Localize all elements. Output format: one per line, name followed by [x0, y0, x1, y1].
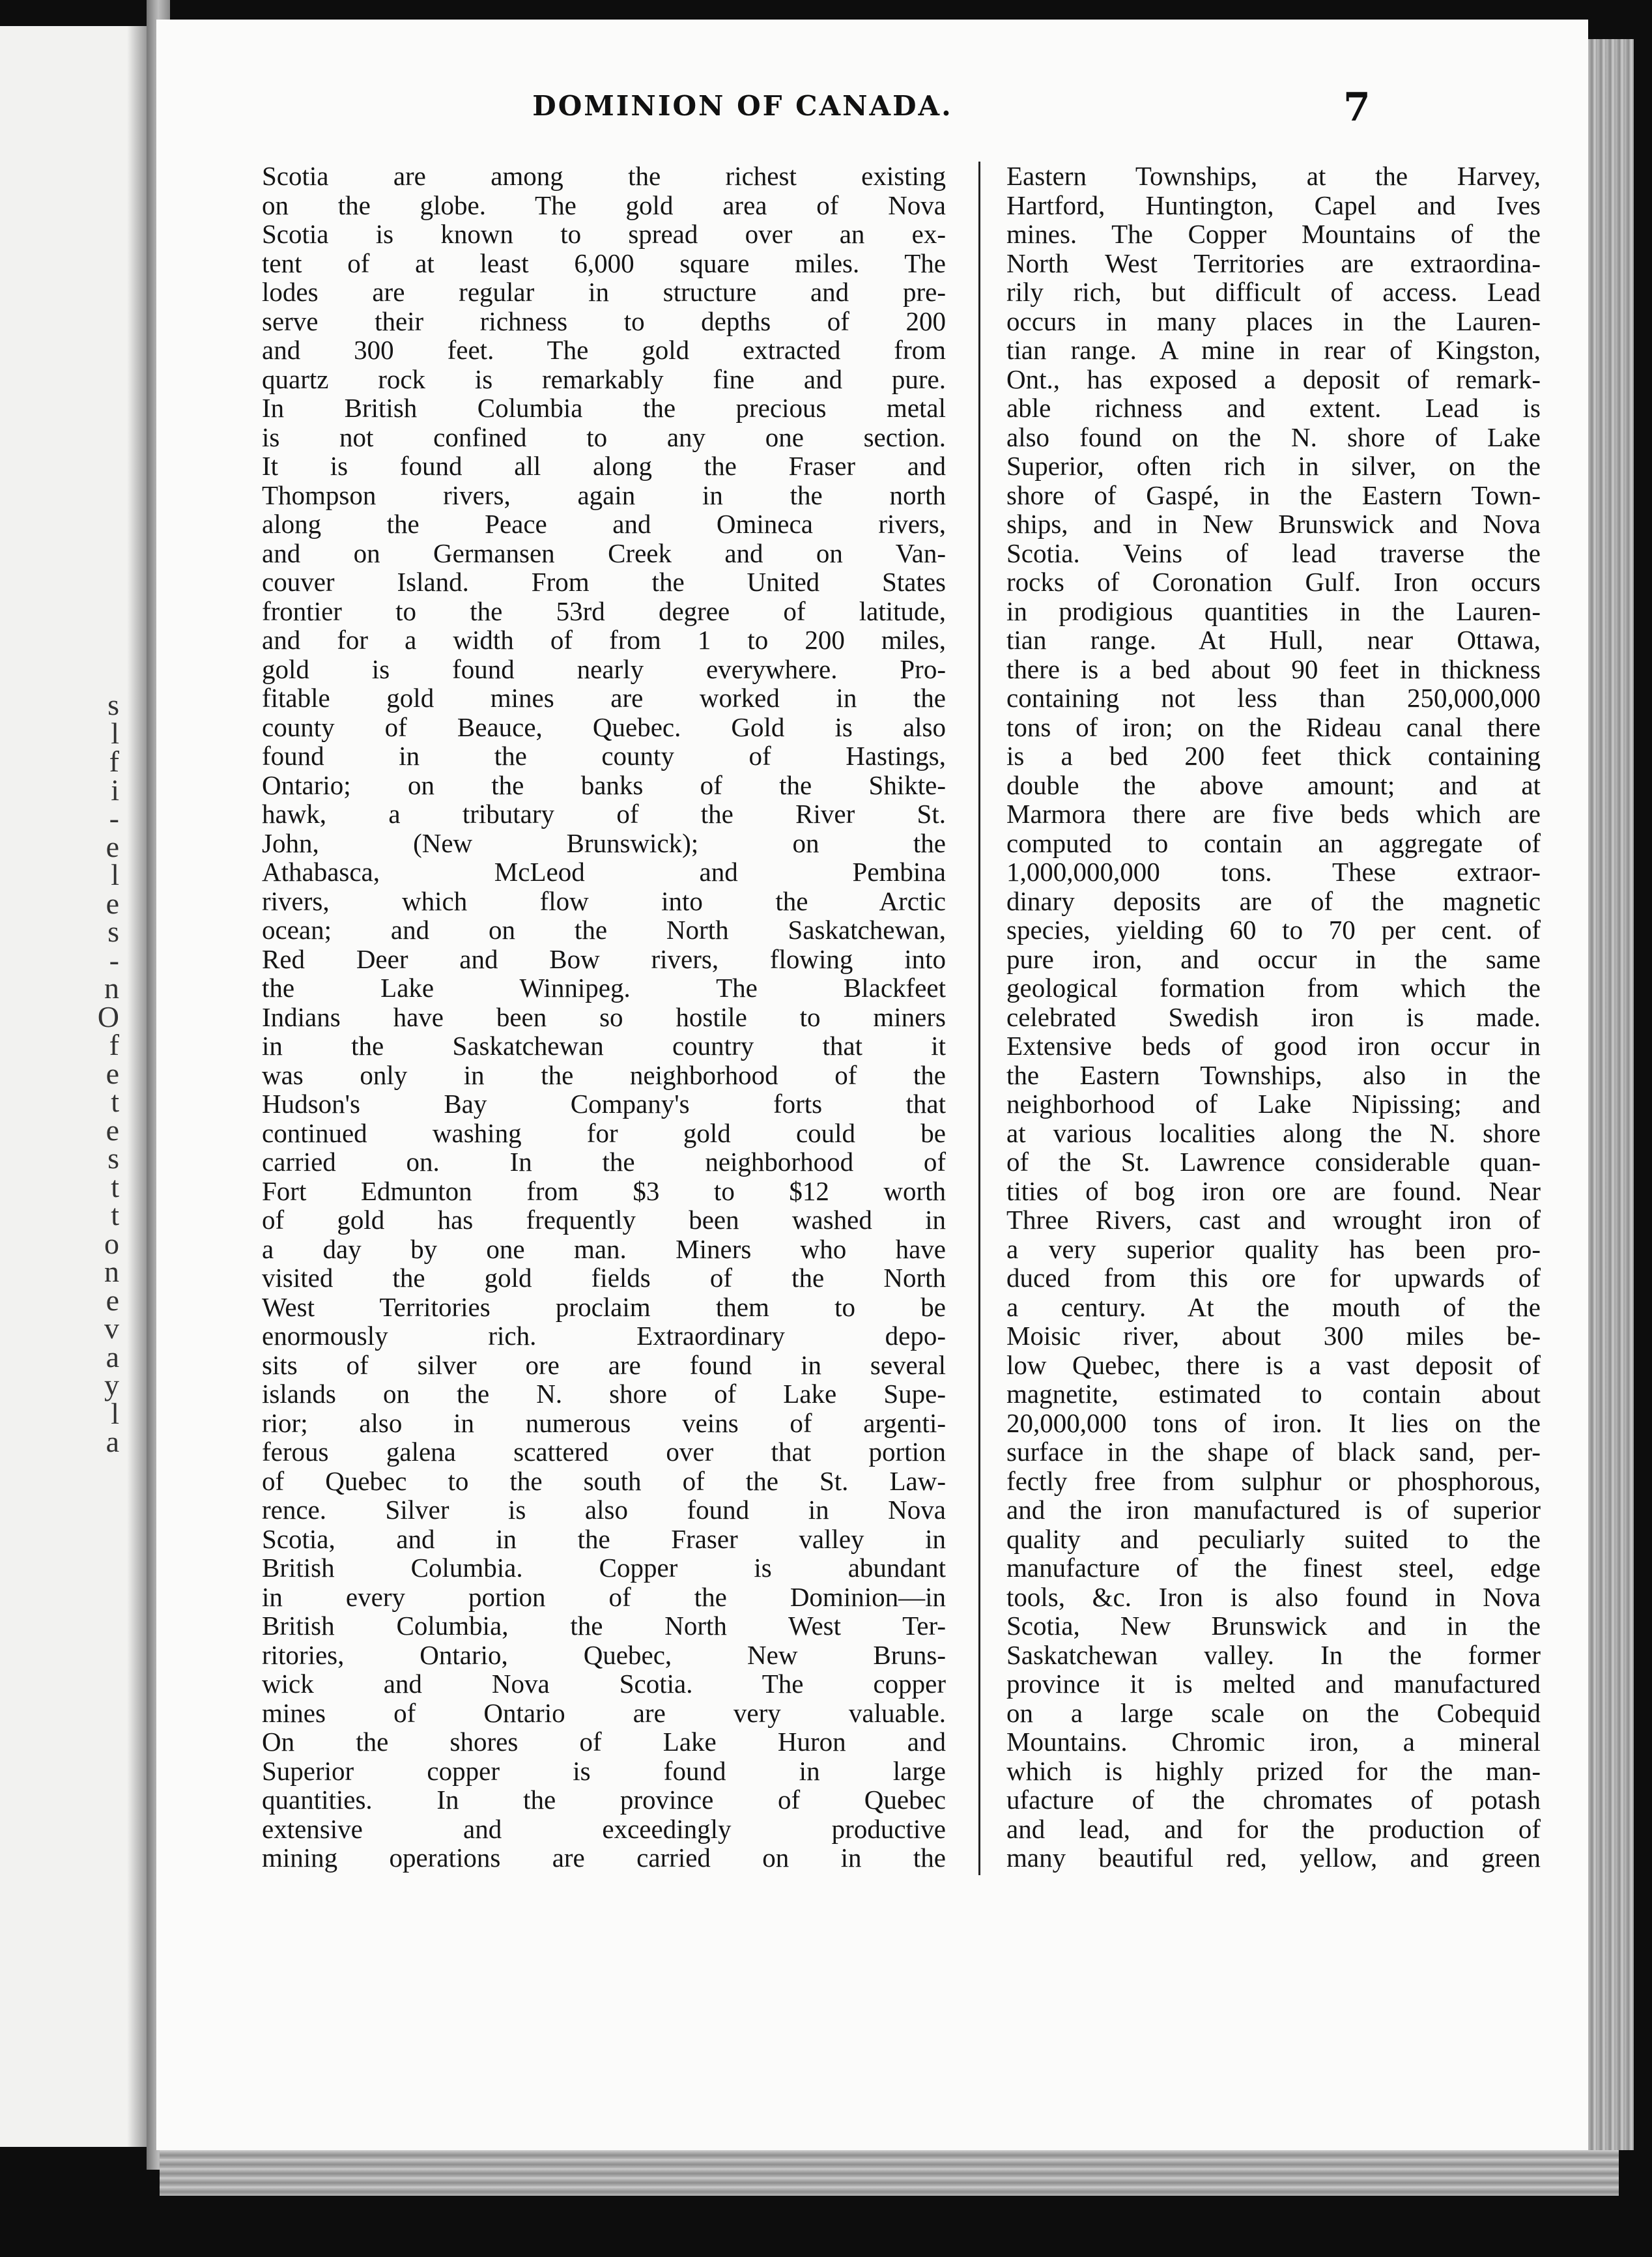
text-line: Three Rivers, cast and wrought iron of — [1006, 1205, 1541, 1235]
text-line: double the above amount; and at — [1006, 769, 1541, 800]
text-line: Red Deer and Bow rivers, flowing into — [262, 943, 946, 974]
edge-letter: f — [109, 745, 119, 778]
text-line: lodes are regular in structure and pre- — [262, 277, 946, 307]
text-line: ships, and in New Brunswick and Nova — [1006, 509, 1541, 539]
page-header — [156, 85, 1588, 137]
page-stack-right-edge — [1588, 39, 1634, 2150]
text-line: quantities. In the province of Quebec — [262, 1785, 946, 1815]
text-line: Scotia are among the richest existing — [262, 161, 946, 191]
text-line: frontier to the 53rd degree of latitude, — [262, 596, 946, 626]
text-column-right — [1006, 162, 1541, 1873]
text-line: quartz rock is remarkably fine and pure. — [262, 364, 946, 394]
text-line: and the iron manufactured is of superior — [1006, 1495, 1541, 1525]
text-line: Athabasca, McLeod and Pembina — [262, 857, 946, 887]
text-line: Scotia is known to spread over an ex- — [262, 219, 946, 249]
text-line: tools, &c. Iron is also found in Nova — [1006, 1581, 1541, 1612]
text-line: Eastern Townships, at the Harvey, — [1006, 161, 1541, 191]
text-line: on a large scale on the Cobequid — [1006, 1697, 1541, 1728]
left-facing-page — [0, 26, 152, 2147]
edge-letter: e — [106, 1283, 119, 1317]
text-line: containing not less than 250,000,000 — [1006, 683, 1541, 713]
text-line: extensive and exceedingly productive — [262, 1813, 946, 1844]
text-line: mines. The Copper Mountains of the — [1006, 219, 1541, 249]
text-line: Thompson rivers, again in the north — [262, 480, 946, 510]
text-line: British Columbia. Copper is abundant — [262, 1553, 946, 1583]
text-line: manufacture of the finest steel, edge — [1006, 1553, 1541, 1583]
text-line: ritories, Ontario, Quebec, New Bruns- — [262, 1639, 946, 1670]
text-line: islands on the N. shore of Lake Supe- — [262, 1379, 946, 1409]
book-page — [156, 20, 1588, 2150]
text-line: ocean; and on the North Saskatchewan, — [262, 915, 946, 945]
text-line: and 300 feet. The gold extracted from — [262, 335, 946, 365]
text-line: found in the county of Hastings, — [262, 741, 946, 771]
edge-letter: - — [109, 801, 119, 835]
edge-letter: o — [104, 1226, 119, 1260]
text-line: was only in the neighborhood of the — [262, 1059, 946, 1090]
text-line: British Columbia, the North West Ter- — [262, 1611, 946, 1641]
text-line: Ontario; on the banks of the Shikte- — [262, 769, 946, 800]
text-line: Scotia, New Brunswick and in the — [1006, 1611, 1541, 1641]
edge-letter: f — [109, 1028, 119, 1061]
text-line: Marmora there are five beds which are — [1006, 799, 1541, 829]
text-line: hawk, a tributary of the River St. — [262, 799, 946, 829]
text-column-left — [262, 162, 946, 1873]
text-line: low Quebec, there is a vast deposit of — [1006, 1349, 1541, 1380]
edge-letter: e — [106, 829, 119, 863]
text-line: Mountains. Chromic iron, a mineral — [1006, 1727, 1541, 1757]
text-line: celebrated Swedish iron is made. — [1006, 1001, 1541, 1032]
text-line: visited the gold fields of the North — [262, 1263, 946, 1293]
column-divider — [978, 162, 980, 1875]
edge-letter: s — [107, 1142, 119, 1175]
text-line: on the globe. The gold area of Nova — [262, 190, 946, 220]
text-line: occurs in many places in the Lauren- — [1006, 306, 1541, 336]
text-line: rivers, which flow into the Arctic — [262, 885, 946, 916]
text-line: a very superior quality has been pro- — [1006, 1233, 1541, 1264]
text-line: there is a bed about 90 feet in thickness — [1006, 654, 1541, 684]
text-line: and for a width of from 1 to 200 miles, — [262, 625, 946, 655]
text-line: rily rich, but difficult of access. Lead — [1006, 277, 1541, 307]
text-line: It is found all along the Fraser and — [262, 451, 946, 481]
text-line: John, (New Brunswick); on the — [262, 827, 946, 858]
edge-letter: s — [107, 688, 119, 721]
text-line: also found on the N. shore of Lake — [1006, 422, 1541, 452]
text-line: province it is melted and manufactured — [1006, 1669, 1541, 1699]
edge-letter: n — [104, 1255, 119, 1288]
text-line: serve their richness to depths of 200 — [262, 306, 946, 336]
text-line: Hudson's Bay Company's forts that — [262, 1089, 946, 1119]
text-line: a day by one man. Miners who have — [262, 1233, 946, 1264]
edge-letter: l — [111, 716, 119, 750]
text-line: North West Territories are extraordina- — [1006, 248, 1541, 278]
text-line: continued washing for gold could be — [262, 1117, 946, 1148]
text-line: county of Beauce, Quebec. Gold is also — [262, 712, 946, 742]
text-line: tent of at least 6,000 square miles. The — [262, 248, 946, 278]
text-line: fectly free from sulphur or phosphorous, — [1006, 1465, 1541, 1496]
text-line: Saskatchewan valley. In the former — [1006, 1639, 1541, 1670]
text-line: 20,000,000 tons of iron. It lies on the — [1006, 1407, 1541, 1438]
text-line: rence. Silver is also found in Nova — [262, 1495, 946, 1525]
text-line: enormously rich. Extraordinary depo- — [262, 1321, 946, 1351]
text-line: the Eastern Townships, also in the — [1006, 1059, 1541, 1090]
edge-letter: t — [111, 1170, 119, 1203]
text-line: Extensive beds of good iron occur in — [1006, 1031, 1541, 1061]
text-line: rocks of Coronation Gulf. Iron occurs — [1006, 567, 1541, 597]
text-line: Hartford, Huntington, Capel and Ives — [1006, 190, 1541, 220]
text-line: West Territories proclaim them to be — [262, 1291, 946, 1322]
text-line: Indians have been so hostile to miners — [262, 1001, 946, 1032]
edge-letter: y — [104, 1368, 119, 1402]
text-line: at various localities along the N. shore — [1006, 1117, 1541, 1148]
edge-letter: e — [106, 1113, 119, 1147]
edge-letter: s — [107, 915, 119, 948]
text-line: wick and Nova Scotia. The copper — [262, 1669, 946, 1699]
running-title: DOMINION OF CANADA. — [532, 90, 953, 122]
text-line: which is highly prized for the man- — [1006, 1755, 1541, 1786]
text-line: many beautiful red, yellow, and green — [1006, 1843, 1541, 1873]
text-line: magnetite, estimated to contain about — [1006, 1379, 1541, 1409]
text-line: tons of iron; on the Rideau canal there — [1006, 712, 1541, 742]
text-line: in the Saskatchewan country that it — [262, 1031, 946, 1061]
text-line: pure iron, and occur in the same — [1006, 943, 1541, 974]
text-line: duced from this ore for upwards of — [1006, 1263, 1541, 1293]
text-line: Scotia, and in the Fraser valley in — [262, 1523, 946, 1554]
text-line: and lead, and for the production of — [1006, 1813, 1541, 1844]
text-line: able richness and extent. Lead is — [1006, 393, 1541, 423]
edge-letter: a — [106, 1340, 119, 1373]
text-line: is not confined to any one section. — [262, 422, 946, 452]
text-line: tian range. A mine in rear of Kingston, — [1006, 335, 1541, 365]
text-line: and on Germansen Creek and on Van- — [262, 538, 946, 568]
page-number: 7 — [1343, 85, 1371, 130]
text-line: rior; also in numerous veins of argenti- — [262, 1407, 946, 1438]
text-line: a century. At the mouth of the — [1006, 1291, 1541, 1322]
text-line: in every portion of the Dominion—in — [262, 1581, 946, 1612]
edge-letter: O — [97, 999, 119, 1033]
text-line: neighborhood of Lake Nipissing; and — [1006, 1089, 1541, 1119]
left-page-edge-text — [93, 688, 119, 1458]
text-line: sits of silver ore are found in several — [262, 1349, 946, 1380]
edge-letter: - — [109, 943, 119, 977]
text-line: along the Peace and Omineca rivers, — [262, 509, 946, 539]
text-line: Fort Edmunton from $3 to $12 worth — [262, 1175, 946, 1206]
text-line: of Quebec to the south of the St. Law- — [262, 1465, 946, 1496]
text-line: species, yielding 60 to 70 per cent. of — [1006, 915, 1541, 945]
text-line: dinary deposits are of the magnetic — [1006, 885, 1541, 916]
edge-letter: t — [111, 1198, 119, 1231]
edge-letter: i — [111, 773, 119, 807]
edge-letter: e — [106, 886, 119, 920]
text-line: Scotia. Veins of lead traverse the — [1006, 538, 1541, 568]
edge-letter: l — [111, 1396, 119, 1430]
edge-letter: l — [111, 858, 119, 891]
text-line: mines of Ontario are very valuable. — [262, 1697, 946, 1728]
text-line: ferous galena scattered over that portion — [262, 1437, 946, 1467]
text-line: fitable gold mines are worked in the — [262, 683, 946, 713]
page-stack-bottom-edge — [160, 2150, 1619, 2196]
text-line: surface in the shape of black sand, per- — [1006, 1437, 1541, 1467]
left-page-gutter — [127, 26, 147, 2147]
text-line: ufacture of the chromates of potash — [1006, 1785, 1541, 1815]
edge-letter: t — [111, 1085, 119, 1118]
edge-letter: e — [106, 1056, 119, 1090]
text-line: In British Columbia the precious metal — [262, 393, 946, 423]
text-line: in prodigious quantities in the Lauren- — [1006, 596, 1541, 626]
text-line: On the shores of Lake Huron and — [262, 1727, 946, 1757]
text-line: Superior, often rich in silver, on the — [1006, 451, 1541, 481]
text-line: computed to contain an aggregate of — [1006, 827, 1541, 858]
text-line: Ont., has exposed a deposit of remark- — [1006, 364, 1541, 394]
edge-letter: v — [104, 1312, 119, 1345]
text-line: quality and peculiarly suited to the — [1006, 1523, 1541, 1554]
text-line: couver Island. From the United States — [262, 567, 946, 597]
text-line: carried on. In the neighborhood of — [262, 1147, 946, 1177]
text-line: geological formation from which the — [1006, 973, 1541, 1003]
text-line: the Lake Winnipeg. The Blackfeet — [262, 973, 946, 1003]
text-line: 1,000,000,000 tons. These extraor- — [1006, 857, 1541, 887]
edge-letter: a — [106, 1425, 119, 1458]
text-line: Superior copper is found in large — [262, 1755, 946, 1786]
text-line: mining operations are carried on in the — [262, 1843, 946, 1873]
text-line: tities of bog iron ore are found. Near — [1006, 1175, 1541, 1206]
text-line: tian range. At Hull, near Ottawa, — [1006, 625, 1541, 655]
text-line: is a bed 200 feet thick containing — [1006, 741, 1541, 771]
text-line: shore of Gaspé, in the Eastern Town- — [1006, 480, 1541, 510]
text-line: of the St. Lawrence considerable quan- — [1006, 1147, 1541, 1177]
edge-letter: n — [104, 971, 119, 1005]
text-line: Moisic river, about 300 miles be- — [1006, 1321, 1541, 1351]
text-line: of gold has frequently been washed in — [262, 1205, 946, 1235]
text-line: gold is found nearly everywhere. Pro- — [262, 654, 946, 684]
